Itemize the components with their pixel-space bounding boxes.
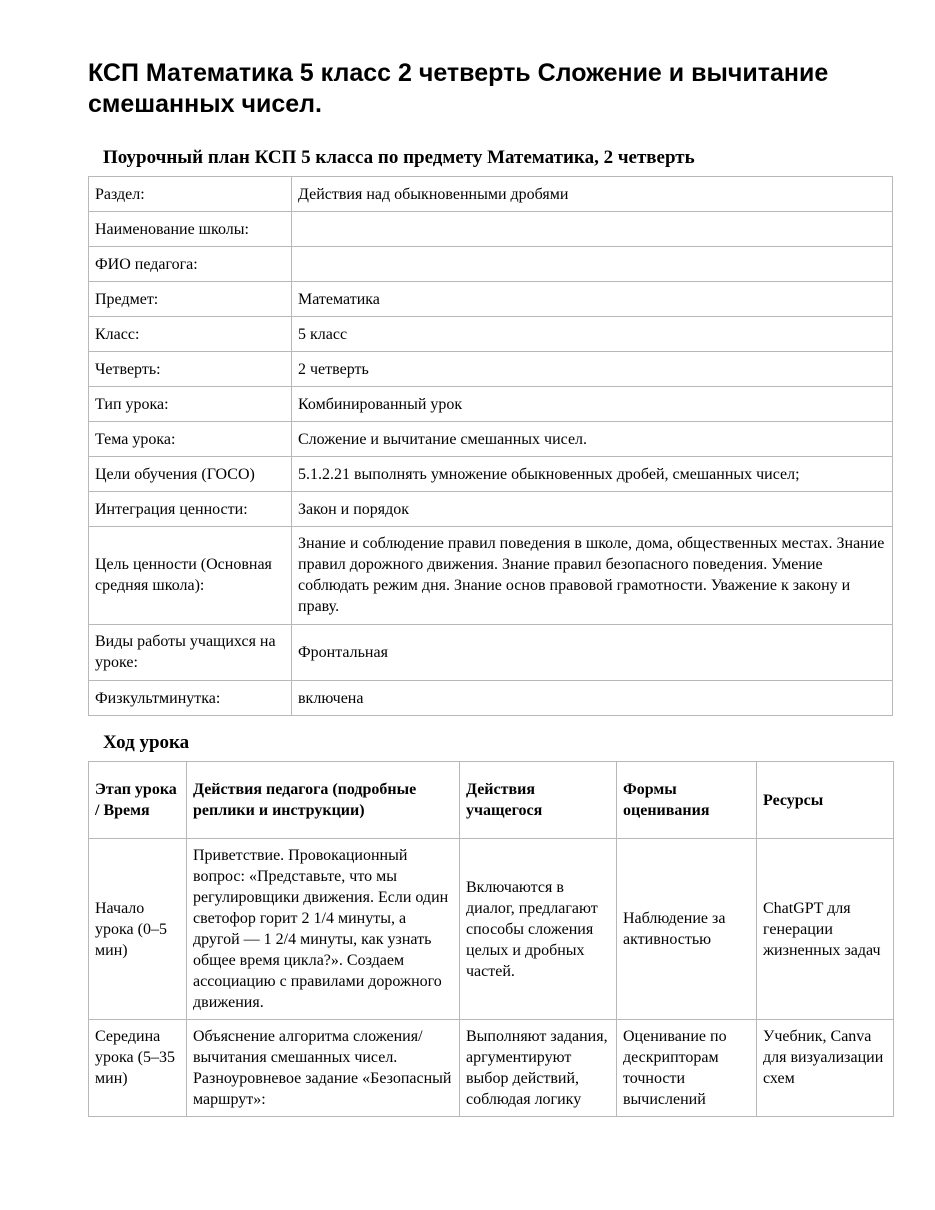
cell-teacher-actions: Приветствие. Провокационный вопрос: «Представьте, что мы регулировщики движения. Если один светофор горит 2 1/4 минуты, а другой — 1 2/4 минуты, как узнать общее время цикла?». Создаем ассоциацию с правилами дорожного движения. <box>187 839 460 1020</box>
info-value-school <box>292 212 893 247</box>
info-value-work-types: Фронтальная <box>292 625 893 681</box>
header-stage-time: Этап урока / Время <box>89 762 187 839</box>
table-row <box>89 681 893 716</box>
table-row <box>89 212 893 247</box>
document-page <box>88 58 893 1117</box>
cell-assessment: Наблюдение за активностью <box>617 839 757 1020</box>
table-row <box>89 492 893 527</box>
document-title: КСП Математика 5 класс 2 четверть Сложение и вычитание смешанных чисел. <box>88 59 829 118</box>
header-teacher-actions: Действия педагога (подробные реплики и инструкции) <box>187 762 460 839</box>
info-key-subject: Предмет: <box>89 282 292 317</box>
cell-teacher-actions: Объяснение алгоритма сложения/вычитания смешанных чисел. Разноуровневое задание «Безопасный маршрут»: <box>187 1020 460 1117</box>
info-key-learning-goals: Цели обучения (ГОСО) <box>89 457 292 492</box>
header-assessment-forms: Формы оценивания <box>617 762 757 839</box>
info-key-physical-break: Физкультминутка: <box>89 681 292 716</box>
cell-assessment: Оценивание по дескрипторам точности вычислений <box>617 1020 757 1117</box>
info-value-value-integration: Закон и порядок <box>292 492 893 527</box>
table-row <box>89 247 893 282</box>
table-header-row <box>89 762 894 839</box>
table-row <box>89 839 894 1020</box>
table-row <box>89 457 893 492</box>
table-row <box>89 177 893 212</box>
cell-student-actions: Включаются в диалог, предлагают способы сложения целых и дробных частей. <box>460 839 617 1020</box>
info-key-value-goal: Цель ценности (Основная средняя школа): <box>89 527 292 625</box>
table-row <box>89 527 893 625</box>
info-value-lesson-type: Комбинированный урок <box>292 387 893 422</box>
info-value-topic: Сложение и вычитание смешанных чисел. <box>292 422 893 457</box>
info-value-value-goal: Знание и соблюдение правил поведения в школе, дома, общественных местах. Знание правил дорожного движения. Знание правил безопасного поведения. Умение соблюдать режим дня. Знание основ правовой грамотности. Уважение к закону и праву. <box>292 527 893 625</box>
info-value-section: Действия над обыкновенными дробями <box>292 177 893 212</box>
cell-resources: Учебник, Canva для визуализации схем <box>757 1020 894 1117</box>
info-key-grade: Класс: <box>89 317 292 352</box>
info-key-value-integration: Интеграция ценности: <box>89 492 292 527</box>
cell-stage-time: Середина урока (5–35 мин) <box>89 1020 187 1117</box>
info-value-physical-break: включена <box>292 681 893 716</box>
info-value-grade: 5 класс <box>292 317 893 352</box>
header-resources: Ресурсы <box>757 762 894 839</box>
info-key-lesson-type: Тип урока: <box>89 387 292 422</box>
info-value-teacher <box>292 247 893 282</box>
info-key-quarter: Четверть: <box>89 352 292 387</box>
table-row <box>89 422 893 457</box>
info-value-subject: Математика <box>292 282 893 317</box>
table-row <box>89 1020 894 1117</box>
info-value-quarter: 2 четверть <box>292 352 893 387</box>
lesson-progress-table <box>88 761 894 1117</box>
table-row <box>89 625 893 681</box>
lesson-info-table <box>88 176 893 716</box>
cell-resources: ChatGPT для генерации жизненных задач <box>757 839 894 1020</box>
header-student-actions: Действия учащегося <box>460 762 617 839</box>
table-row <box>89 317 893 352</box>
lesson-progress-heading: Ход урока <box>103 732 190 753</box>
cell-stage-time: Начало урока (0–5 мин) <box>89 839 187 1020</box>
info-key-section: Раздел: <box>89 177 292 212</box>
info-key-topic: Тема урока: <box>89 422 292 457</box>
info-key-teacher: ФИО педагога: <box>89 247 292 282</box>
cell-student-actions: Выполняют задания, аргументируют выбор действий, соблюдая логику <box>460 1020 617 1117</box>
table-row <box>89 282 893 317</box>
info-key-work-types: Виды работы учащихся на уроке: <box>89 625 292 681</box>
info-key-school: Наименование школы: <box>89 212 292 247</box>
table-row <box>89 352 893 387</box>
table-row <box>89 387 893 422</box>
document-subtitle: Поурочный план КСП 5 класса по предмету Математика, 2 четверть <box>103 147 695 168</box>
info-value-learning-goals: 5.1.2.21 выполнять умножение обыкновенных дробей, смешанных чисел; <box>292 457 893 492</box>
